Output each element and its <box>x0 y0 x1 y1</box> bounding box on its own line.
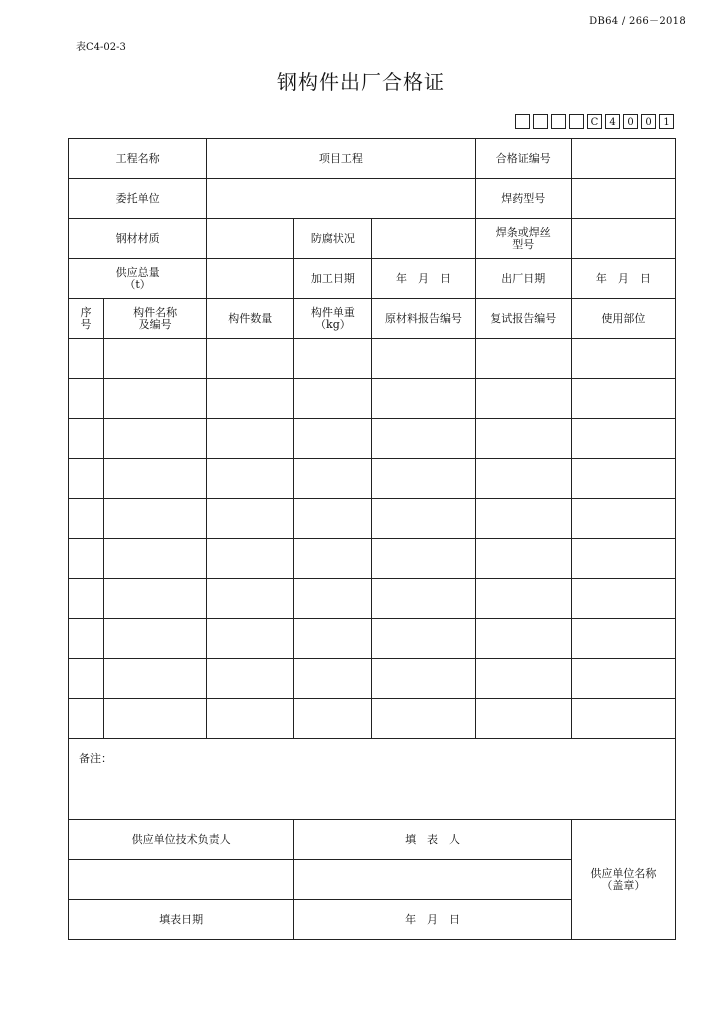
cell-name[interactable] <box>104 539 207 579</box>
cell-seq[interactable] <box>69 659 104 699</box>
cell-usage[interactable] <box>571 419 675 459</box>
code-cell[interactable] <box>569 114 584 129</box>
column-header-row <box>69 299 676 339</box>
cell-retest[interactable] <box>475 539 571 579</box>
cell-raw[interactable] <box>372 539 475 579</box>
form-number: 表C4-02-3 <box>76 42 126 53</box>
info-row <box>69 139 676 179</box>
cell-usage[interactable] <box>571 499 675 539</box>
remarks-label: 备注： <box>79 752 112 765</box>
col-quantity: 构件数量 <box>207 299 294 339</box>
table-row <box>69 499 676 539</box>
cell-raw[interactable] <box>372 459 475 499</box>
cell-raw[interactable] <box>372 419 475 459</box>
code-cell[interactable] <box>515 114 530 129</box>
col-seq: 序 号 <box>69 299 104 339</box>
cell-retest[interactable] <box>475 619 571 659</box>
table-row <box>69 459 676 499</box>
cell-seq[interactable] <box>69 419 104 459</box>
client-field[interactable] <box>207 179 475 219</box>
certificate-table <box>68 138 676 940</box>
process-date-label: 加工日期 <box>294 259 372 299</box>
standard-number: DB64 / 266－2018 <box>589 16 686 27</box>
cell-weight[interactable] <box>294 339 372 379</box>
col-raw-report: 原材料报告编号 <box>372 299 475 339</box>
cell-usage[interactable] <box>571 459 675 499</box>
table-row <box>69 379 676 419</box>
steel-material-field[interactable] <box>207 219 294 259</box>
electrode-label: 焊条或焊丝 型号 <box>475 219 571 259</box>
fill-date-field[interactable]: 年 月 日 <box>294 900 571 940</box>
cell-raw[interactable] <box>372 499 475 539</box>
cell-usage[interactable] <box>571 539 675 579</box>
tech-lead-signature-field[interactable] <box>69 860 294 900</box>
cell-qty[interactable] <box>207 579 294 619</box>
cell-qty[interactable] <box>207 419 294 459</box>
cell-seq[interactable] <box>69 499 104 539</box>
info-row <box>69 219 676 259</box>
fill-date-label: 填表日期 <box>69 900 294 940</box>
table-row <box>69 539 676 579</box>
cell-name[interactable] <box>104 459 207 499</box>
cell-seq[interactable] <box>69 619 104 659</box>
info-row <box>69 179 676 219</box>
cell-usage[interactable] <box>571 699 675 739</box>
col-unit-weight: 构件单重 （kg） <box>294 299 372 339</box>
table-row <box>69 339 676 379</box>
cell-usage[interactable] <box>571 339 675 379</box>
table-row <box>69 699 676 739</box>
cert-no-field[interactable] <box>571 139 675 179</box>
code-cell[interactable]: 4 <box>605 114 620 129</box>
col-retest-report: 复试报告编号 <box>475 299 571 339</box>
exit-date-field[interactable]: 年 月 日 <box>571 259 675 299</box>
cell-usage[interactable] <box>571 379 675 419</box>
supplier-seal[interactable]: 供应单位名称 （盖章） <box>571 820 675 940</box>
cell-seq[interactable] <box>69 379 104 419</box>
cell-retest[interactable] <box>475 579 571 619</box>
cell-qty[interactable] <box>207 499 294 539</box>
col-component-name: 构件名称 及编号 <box>104 299 207 339</box>
process-date-field[interactable]: 年 月 日 <box>372 259 475 299</box>
electrode-field[interactable] <box>571 219 675 259</box>
cell-weight[interactable] <box>294 699 372 739</box>
info-row <box>69 259 676 299</box>
cell-name[interactable] <box>104 379 207 419</box>
cell-raw[interactable] <box>372 339 475 379</box>
data-rows <box>69 339 676 739</box>
cell-raw[interactable] <box>372 579 475 619</box>
anticorrosion-field[interactable] <box>372 219 475 259</box>
code-cell[interactable]: 1 <box>659 114 674 129</box>
tech-lead-label: 供应单位技术负责人 <box>69 820 294 860</box>
cell-usage[interactable] <box>571 659 675 699</box>
cell-seq[interactable] <box>69 579 104 619</box>
cell-qty[interactable] <box>207 659 294 699</box>
document-code-boxes <box>512 114 674 129</box>
table-row <box>69 419 676 459</box>
page-title: 钢构件出厂合格证 <box>277 70 445 94</box>
supply-total-field[interactable] <box>207 259 294 299</box>
cell-seq[interactable] <box>69 699 104 739</box>
flux-field[interactable] <box>571 179 675 219</box>
cell-name[interactable] <box>104 699 207 739</box>
cell-usage[interactable] <box>571 579 675 619</box>
cell-weight[interactable] <box>294 499 372 539</box>
anticorrosion-label: 防腐状况 <box>294 219 372 259</box>
cell-name[interactable] <box>104 419 207 459</box>
cell-weight[interactable] <box>294 379 372 419</box>
cell-seq[interactable] <box>69 539 104 579</box>
cell-name[interactable] <box>104 579 207 619</box>
code-cell[interactable]: 0 <box>623 114 638 129</box>
cell-name[interactable] <box>104 659 207 699</box>
cell-qty[interactable] <box>207 619 294 659</box>
cell-weight[interactable] <box>294 539 372 579</box>
cell-weight[interactable] <box>294 659 372 699</box>
cell-qty[interactable] <box>207 459 294 499</box>
cell-retest[interactable] <box>475 419 571 459</box>
code-cell[interactable]: C <box>587 114 602 129</box>
col-usage: 使用部位 <box>571 299 675 339</box>
cell-weight[interactable] <box>294 419 372 459</box>
cell-retest[interactable] <box>475 339 571 379</box>
table-row <box>69 659 676 699</box>
cell-usage[interactable] <box>571 619 675 659</box>
signature-row <box>69 820 676 860</box>
code-cell[interactable] <box>533 114 548 129</box>
cell-retest[interactable] <box>475 499 571 539</box>
cell-qty[interactable] <box>207 339 294 379</box>
cell-raw[interactable] <box>372 659 475 699</box>
cell-qty[interactable] <box>207 379 294 419</box>
cell-qty[interactable] <box>207 539 294 579</box>
cell-name[interactable] <box>104 619 207 659</box>
cell-raw[interactable] <box>372 699 475 739</box>
cell-weight[interactable] <box>294 619 372 659</box>
code-cell[interactable]: 0 <box>641 114 656 129</box>
cell-name[interactable] <box>104 499 207 539</box>
cell-retest[interactable] <box>475 699 571 739</box>
cell-weight[interactable] <box>294 579 372 619</box>
project-name-label: 工程名称 <box>69 139 207 179</box>
filler-label: 填 表 人 <box>294 820 571 860</box>
cert-no-label: 合格证编号 <box>475 139 571 179</box>
code-cell[interactable] <box>551 114 566 129</box>
supply-total-label: 供应总量 （t） <box>69 259 207 299</box>
cell-retest[interactable] <box>475 379 571 419</box>
cell-weight[interactable] <box>294 459 372 499</box>
cell-seq[interactable] <box>69 339 104 379</box>
cell-retest[interactable] <box>475 459 571 499</box>
cell-raw[interactable] <box>372 379 475 419</box>
remarks-field[interactable] <box>69 739 676 820</box>
cell-retest[interactable] <box>475 659 571 699</box>
steel-material-label: 钢材材质 <box>69 219 207 259</box>
filler-signature-field[interactable] <box>294 860 571 900</box>
remarks-row <box>69 739 676 820</box>
exit-date-label: 出厂日期 <box>475 259 571 299</box>
client-label: 委托单位 <box>69 179 207 219</box>
cell-raw[interactable] <box>372 619 475 659</box>
cell-qty[interactable] <box>207 699 294 739</box>
table-row <box>69 619 676 659</box>
project-name-field[interactable]: 项目工程 <box>207 139 475 179</box>
table-row <box>69 579 676 619</box>
cell-name[interactable] <box>104 339 207 379</box>
cell-seq[interactable] <box>69 459 104 499</box>
flux-label: 焊药型号 <box>475 179 571 219</box>
